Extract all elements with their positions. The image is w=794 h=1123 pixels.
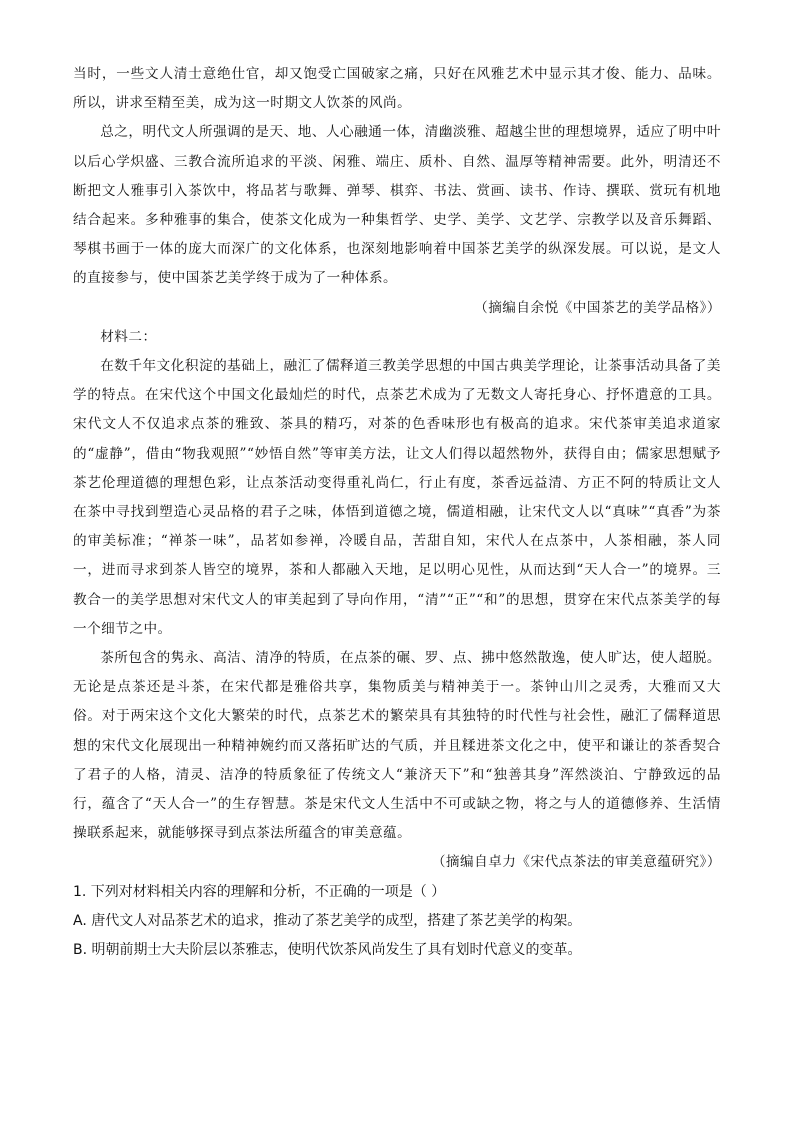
material2-paragraph-1: 在数千年文化积淀的基础上，融汇了儒释道三教美学思想的中国古典美学理论，让茶事活动具备了美学的特点。在宋代这个中国文化最灿烂的时代，点茶艺术成为了无数文人寄托身心、抒怀遣意的工具。宋代文人不仅追求点茶的雅致、茶具的精巧，对茶的色香味形也有极高的追求。宋代茶审美追求道家的“虚静”，借由“物我观照”“妙悟自然”等审美方法，让文人们得以超然物外，获得自由；儒家思想赋予茶艺伦理道德的理想色彩，让点茶活动变得重礼尚仁，行止有度，茶香远益清、方正不阿的特质让文人在茶中寻找到塑造心灵品格的君子之味，体悟到道德之境，儒道相融，让宋代文人以“真味”“真香”为茶的审美标准；“禅茶一味”，品茗如参禅，冷暖自品，苦甜自知，宋代人在点茶中，人茶相融，茶人同一，进而寻求到茶人皆空的境界，茶和人都融入天地，足以明心见性，从而达到“天人合一”的境界。三教合一的美学思想对宋代文人的审美起到了导向作用，“清”“正”“和”的思想，贯穿在宋代点茶美学的每一个细节之中。 [73,358,721,637]
material1-summary-paragraph: 总之，明代文人所强调的是天、地、人心融通一体，清幽淡雅、超越尘世的理想境界，适应了明中叶以后心学炽盛、三教合流所追求的平淡、闲雅、端庄、质朴、自然、温厚等精神需要。此外，明清还不断把文人雅事引入茶饮中，将品茗与歌舞、弹琴、棋弈、书法、赏画、读书、作诗、撰联、赏玩有机地结合起来。多种雅事的集合，使茶文化成为一种集哲学、史学、美学、文艺学、宗教学以及音乐舞蹈、琴棋书画于一体的庞大而深广的文化体系，也深刻地影响着中国茶艺美学的纵深发展。可以说，是文人的直接参与，使中国茶艺美学终于成为了一种体系。 [73,124,721,287]
option-b: B. 明朝前期士大夫阶层以茶雅志，使明代饮茶风尚发生了具有划时代意义的变革。 [73,942,582,959]
option-a: A. 唐代文人对品茶艺术的追求，推动了茶艺美学的成型，搭建了茶艺美学的构架。 [73,912,582,929]
material1-paragraph-end: 当时，一些文人清士意绝仕官，却又饱受亡国破家之痛，只好在风雅艺术中显示其才俊、能力、品味。所以，讲求至精至美，成为这一时期文人饮茶的风尚。 [73,66,721,112]
material2-paragraph-2: 茶所包含的隽永、高洁、清净的特质，在点茶的碾、罗、点、拂中悠然散逸，使人旷达，使人超脱。无论是点茶还是斗茶，在宋代都是雅俗共享，集物质美与精神美于一。茶钟山川之灵秀，大雅而又大俗。对于两宋这个文化大繁荣的时代，点茶艺术的繁荣具有其独特的时代性与社会性，融汇了儒释道思想的宋代文化展现出一种精神婉约而又落拓旷达的气质，并且糅进茶文化之中，使平和谦让的茶香契合了君子的人格，清灵、洁净的特质象征了传统文人“兼济天下”和“独善其身”浑然淡泊、宁静致远的品行，蕴含了“天人合一”的生存智慧。茶是宋代文人生活中不可或缺之物，将之与人的道德修养、生活情操联系起来，就能够探寻到点茶法所蕴含的审美意蕴。 [73,650,721,842]
material2-source: （摘编自卓力《宋代点茶法的审美意蕴研究》） [431,854,721,871]
document-page [73,60,721,965]
material1-source: （摘编自余悦《中国茶艺的美学品格》） [474,299,721,316]
material2-label: 材料二： [100,328,157,345]
question-1-stem: 1. 下列对材料相关内容的理解和分析，不正确的一项是（ ） [73,883,446,900]
